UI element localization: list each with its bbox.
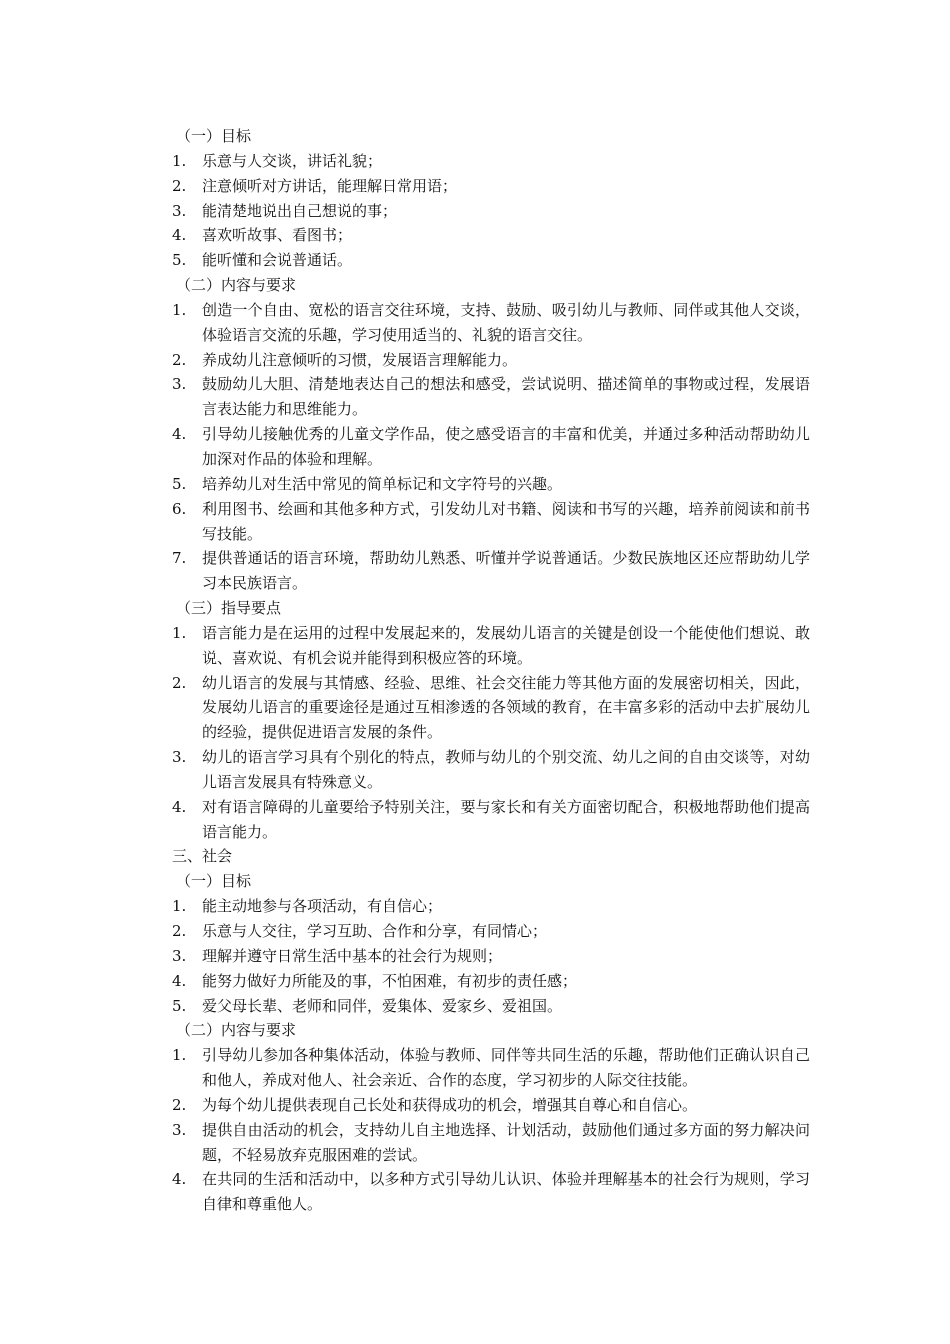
list-item (0, 248, 810, 273)
list-item (0, 1167, 810, 1217)
document-page (0, 124, 950, 1217)
list-item-number: 4. (172, 226, 187, 245)
list-item-number: 3. (172, 201, 187, 220)
list-item (0, 1043, 810, 1093)
subsection-heading: （二）内容与要求 (176, 1021, 297, 1040)
list-item-number: 7. (172, 549, 187, 568)
list-item (0, 621, 810, 671)
list-item-text: 培养幼儿对生活中常见的简单标记和文字符号的兴趣。 (202, 474, 563, 493)
list-item-number: 4. (172, 425, 187, 444)
list-item-number: 2. (172, 176, 187, 195)
list-item (0, 422, 810, 472)
list-item (0, 372, 810, 422)
list-item-number: 3. (172, 1120, 187, 1139)
list-item-text: 利用图书、绘画和其他多种方式，引发幼儿对书籍、阅读和书写的兴趣，培养前阅读和前书写技能。 (202, 499, 810, 543)
list-item (0, 174, 810, 199)
list-item-text: 引导幼儿参加各种集体活动，体验与教师、同伴等共同生活的乐趣，帮助他们正确认识自己和他人，养成对他人、社会亲近、合作的态度，学习初步的人际交往技能。 (202, 1046, 810, 1090)
list-item-number: 3. (172, 748, 187, 767)
list-item-number: 3. (172, 375, 187, 394)
list-item (0, 894, 810, 919)
list-item (0, 944, 810, 969)
list-item-text: 提供自由活动的机会，支持幼儿自主地选择、计划活动，鼓励他们通过多方面的努力解决问题，不轻易放弃克服困难的尝试。 (202, 1120, 810, 1164)
list-item-text: 能听懂和会说普通话。 (202, 251, 353, 270)
list-item-text: 喜欢听故事、看图书； (202, 226, 353, 245)
list-item (0, 472, 810, 497)
list-item (0, 223, 810, 248)
list-item (0, 745, 810, 795)
list-item-number: 4. (172, 1170, 187, 1189)
section-title: 三、社会 (172, 847, 233, 866)
list-item (0, 149, 810, 174)
list-item (0, 348, 810, 373)
list-item-text: 引导幼儿接触优秀的儿童文学作品，使之感受语言的丰富和优美，并通过多种活动帮助幼儿加深对作品的体验和理解。 (202, 425, 810, 468)
list-item-text: 鼓励幼儿大胆、清楚地表达自己的想法和感受，尝试说明、描述简单的事物或过程，发展语言表达能力和思维能力。 (202, 375, 810, 419)
list-item-number: 5. (172, 474, 187, 493)
list-item-number: 4. (172, 797, 187, 816)
list-item (0, 497, 810, 547)
list-item (0, 671, 810, 746)
list-item-text: 创造一个自由、宽松的语言交往环境，支持、鼓励、吸引幼儿与教师、同伴或其他人交谈，体验语言交流的乐趣，学习使用适当的、礼貌的语言交往。 (202, 300, 810, 344)
list-item (0, 969, 810, 994)
list-item-text: 养成幼儿注意倾听的习惯，发展语言理解能力。 (202, 350, 518, 369)
list-item-text: 乐意与人交往，学习互助、合作和分享，有同情心； (202, 922, 548, 940)
list-item-text: 为每个幼儿提供表现自己长处和获得成功的机会，增强其自尊心和自信心。 (202, 1095, 698, 1114)
list-item-number: 2. (172, 922, 187, 940)
list-item-number: 5. (172, 996, 187, 1015)
list-item-text: 能清楚地说出自己想说的事； (202, 201, 398, 220)
list-item-number: 1. (172, 623, 187, 642)
list-item-text: 能主动地参与各项活动，有自信心； (202, 897, 443, 916)
list-item-number: 1. (172, 151, 187, 170)
list-item (0, 546, 810, 596)
list-item-number: 3. (172, 946, 187, 965)
list-item-number: 2. (172, 1095, 187, 1114)
list-item (0, 795, 810, 845)
list-item-number: 5. (172, 251, 187, 270)
list-item (0, 199, 810, 224)
list-item-text: 爱父母长辈、老师和同伴，爱集体、爱家乡、爱祖国。 (202, 996, 563, 1015)
list-item-number: 6. (172, 499, 187, 518)
subsection-heading: （二）内容与要求 (176, 276, 297, 295)
subsection-heading: （三）指导要点 (176, 599, 282, 618)
list-item (0, 994, 810, 1019)
list-item-text: 理解并遵守日常生活中基本的社会行为规则； (202, 946, 503, 965)
list-item-number: 1. (172, 300, 187, 319)
list-item-number: 1. (172, 897, 187, 916)
list-item-number: 4. (172, 971, 187, 990)
list-item (0, 1093, 810, 1118)
list-item (0, 919, 810, 944)
list-item-text: 注意倾听对方讲话，能理解日常用语； (202, 176, 458, 195)
list-item-text: 能努力做好力所能及的事，不怕困难，有初步的责任感； (202, 971, 578, 990)
list-item-text: 幼儿的语言学习具有个别化的特点，教师与幼儿的个别交流、幼儿之间的自由交谈等，对幼儿语言发展具有特殊意义。 (202, 748, 810, 791)
list-item-text: 对有语言障碍的儿童要给予特别关注，要与家长和有关方面密切配合，积极地帮助他们提高语言能力。 (202, 797, 810, 841)
list-item-number: 1. (172, 1046, 187, 1065)
list-item (0, 298, 810, 348)
list-item-text: 语言能力是在运用的过程中发展起来的，发展幼儿语言的关键是创设一个能使他们想说、敢说、喜欢说、有机会说并能得到积极应答的环境。 (202, 623, 810, 667)
list-item-text: 幼儿语言的发展与其情感、经验、思维、社会交往能力等其他方面的发展密切相关，因此，发展幼儿语言的重要途径是通过互相渗透的各领域的教育，在丰富多彩的活动中去扩展幼儿的经验，提供促进语言发展的条件。 (202, 673, 810, 742)
subsection-heading: （一）目标 (176, 127, 252, 145)
subsection-heading: （一）目标 (176, 872, 252, 891)
list-item-number: 2. (172, 350, 187, 369)
list-item-text: 提供普通话的语言环境，帮助幼儿熟悉、听懂并学说普通话。少数民族地区还应帮助幼儿学习本民族语言。 (202, 549, 810, 593)
list-item-text: 乐意与人交谈，讲话礼貌； (202, 151, 383, 170)
list-item (0, 1118, 810, 1168)
list-item-text: 在共同的生活和活动中，以多种方式引导幼儿认识、体验并理解基本的社会行为规则，学习自律和尊重他人。 (202, 1170, 810, 1214)
list-item-number: 2. (172, 673, 187, 692)
